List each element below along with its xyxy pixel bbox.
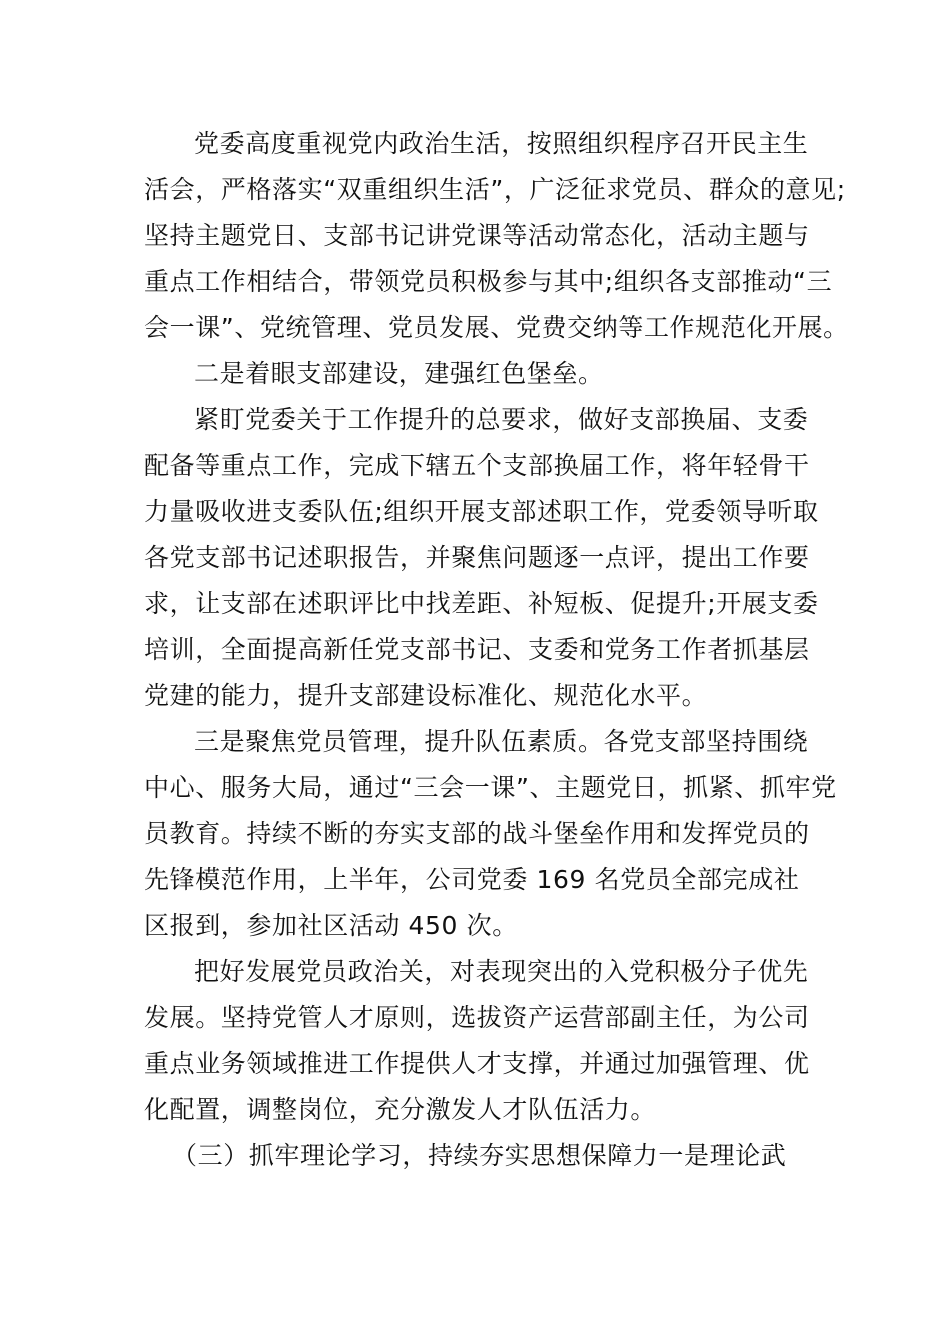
text-line: 先锋模范作用，上半年，公司党委 169 名党员全部完成社 bbox=[144, 865, 800, 894]
text-line: 党建的能力，提升支部建设标准化、规范化水平。 bbox=[144, 681, 708, 710]
text-line: 区报到，参加社区活动 450 次。 bbox=[144, 911, 518, 940]
text-line: 员教育。持续不断的夯实支部的战斗堡垒作用和发挥党员的 bbox=[144, 819, 810, 848]
text-line: 活会，严格落实“双重组织生活”，广泛征求党员、群众的意见; bbox=[144, 175, 846, 204]
text-line: 重点工作相结合，带领党员积极参与其中;组织各支部推动“三 bbox=[144, 267, 833, 296]
text-line: 培训，全面提高新任党支部书记、支委和党务工作者抓基层 bbox=[144, 635, 810, 664]
text-line: 配备等重点工作，完成下辖五个支部换届工作，将年轻骨干 bbox=[144, 451, 810, 480]
text-line: 中心、服务大局，通过“三会一课”、主题党日，抓紧、抓牢党 bbox=[144, 773, 837, 802]
text-line: 求，让支部在述职评比中找差距、补短板、促提升;开展支委 bbox=[144, 589, 819, 618]
section-heading: 二是着眼支部建设，建强红色堡垒。 bbox=[194, 359, 604, 388]
text-line: 会一课”、党统管理、党员发展、党费交纳等工作规范化开展。 bbox=[144, 313, 849, 342]
text-line: 把好发展党员政治关，对表现突出的入党积极分子优先 bbox=[194, 957, 809, 986]
text-line: 发展。坚持党管人才原则，选拔资产运营部副主任，为公司 bbox=[144, 1003, 810, 1032]
text-line: 坚持主题党日、支部书记讲党课等活动常态化，活动主题与 bbox=[144, 221, 810, 250]
text-line: 各党支部书记述职报告，并聚焦问题逐一点评，提出工作要 bbox=[144, 543, 810, 572]
text-line: 紧盯党委关于工作提升的总要求，做好支部换届、支委 bbox=[194, 405, 809, 434]
text-line: 重点业务领域推进工作提供人才支撑，并通过加强管理、优 bbox=[144, 1049, 810, 1078]
section-heading: （三）抓牢理论学习，持续夯实思想保障力一是理论武 bbox=[172, 1141, 787, 1170]
text-line: 党委高度重视党内政治生活，按照组织程序召开民主生 bbox=[194, 129, 809, 158]
text-line: 力量吸收进支委队伍;组织开展支部述职工作，党委领导听取 bbox=[144, 497, 819, 526]
text-line: 化配置，调整岗位，充分激发人才队伍活力。 bbox=[144, 1095, 657, 1124]
section-heading: 三是聚焦党员管理，提升队伍素质。各党支部坚持围绕 bbox=[194, 727, 809, 756]
